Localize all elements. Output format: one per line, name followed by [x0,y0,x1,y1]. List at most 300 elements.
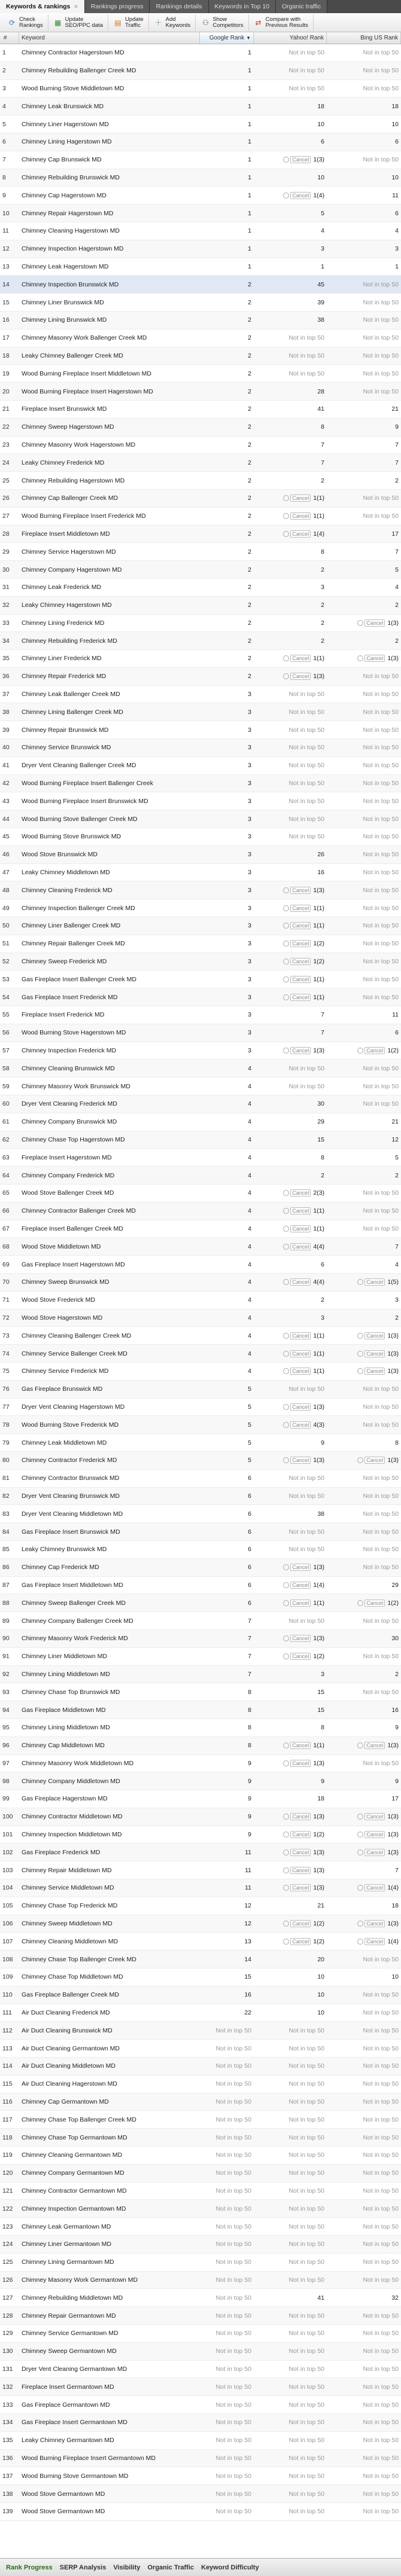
table-row[interactable] [0,1968,401,1986]
cancel-ranking[interactable] [357,1457,385,1464]
table-row[interactable] [0,1238,401,1256]
bing-rank-cell [327,686,401,703]
not-in-top-50: Not in top 50 [215,2223,251,2230]
cancel-ranking[interactable] [357,1831,385,1838]
table-row[interactable] [0,1078,401,1095]
cancel-button[interactable]: Cancel [290,530,311,538]
cancel-ranking[interactable] [357,1350,385,1357]
table-row[interactable] [0,2093,401,2111]
cancel-button[interactable]: Cancel [364,1938,385,1945]
table-row[interactable] [0,1933,401,1951]
cancel-ranking[interactable] [283,1653,311,1660]
table-row[interactable] [0,1434,401,1452]
table-row[interactable] [0,1594,401,1612]
table-row[interactable] [0,401,401,419]
tab-2[interactable] [150,0,208,13]
table-row[interactable] [0,437,401,454]
cancel-ranking[interactable] [357,1600,385,1607]
tab-3[interactable] [209,0,276,13]
cancel-ranking[interactable] [357,619,385,627]
cancel-ranking[interactable] [283,495,311,502]
table-row[interactable] [0,1113,401,1131]
google-rank-cell: 9 [248,1759,251,1767]
table-row[interactable] [0,2307,401,2325]
table-row[interactable] [0,1719,401,1737]
table-row[interactable] [0,1879,401,1897]
cancel-ranking[interactable] [283,958,311,965]
cancel-ranking[interactable] [283,1368,311,1375]
table-row[interactable] [0,1790,401,1808]
table-row[interactable] [0,739,401,757]
toolbar-button-0[interactable] [2,14,48,31]
table-row[interactable] [0,1470,401,1488]
table-row[interactable] [0,2325,401,2343]
table-row[interactable] [0,810,401,828]
cancel-ranking[interactable] [283,673,311,680]
table-row[interactable] [0,2503,401,2521]
table-row[interactable] [0,1131,401,1149]
cancel-button[interactable]: Cancel [290,1047,311,1054]
cancel-button[interactable]: Cancel [290,1457,311,1464]
table-row[interactable] [0,1202,401,1220]
module-tab-4[interactable]: Keyword Difficulty [201,2563,259,2571]
table-row[interactable] [0,1808,401,1826]
cancel-button[interactable]: Cancel [290,655,311,662]
tab-1[interactable] [85,0,150,13]
table-row[interactable] [0,294,401,312]
table-row[interactable] [0,668,401,686]
cancel-ranking[interactable] [283,1600,311,1607]
table-row[interactable] [0,2414,401,2432]
yahoo-rank-cell [254,970,327,988]
column-header-yahoo-rank[interactable]: Yahoo! Rank [254,32,327,44]
table-row[interactable] [0,222,401,240]
table-row[interactable] [0,1826,401,1844]
cancel-ranking[interactable] [283,1635,311,1642]
table-row[interactable] [0,383,401,401]
cancel-button[interactable]: Cancel [290,1813,311,1820]
table-row[interactable] [0,2396,401,2414]
table-row[interactable] [0,1897,401,1915]
table-row[interactable] [0,240,401,258]
table-row[interactable] [0,2200,401,2218]
table-row[interactable] [0,828,401,846]
table-row[interactable] [0,97,401,115]
table-row[interactable] [0,721,401,739]
cancel-ranking[interactable] [357,1813,385,1820]
cancel-ranking[interactable] [283,512,311,520]
cancel-button[interactable]: Cancel [290,1635,311,1642]
table-row[interactable] [0,970,401,988]
row-number: 139 [2,2508,13,2516]
table-row[interactable] [0,2004,401,2022]
table-row[interactable] [0,312,401,329]
cancel-button[interactable]: Cancel [290,994,311,1001]
toolbar-button-2[interactable] [108,14,149,31]
table-row[interactable] [0,151,401,169]
table-row[interactable] [0,169,401,187]
cancel-button[interactable]: Cancel [290,673,311,680]
cancel-icon [357,1849,363,1855]
table-row[interactable] [0,1523,401,1541]
cancel-ranking[interactable] [283,940,311,947]
cancel-ranking[interactable] [283,1243,311,1250]
cancel-ranking[interactable] [283,1421,311,1429]
column-header-keyword[interactable]: Keyword [19,32,200,44]
table-row[interactable] [0,2111,401,2129]
cancel-ranking[interactable] [283,1457,311,1464]
cancel-ranking[interactable] [283,1207,311,1214]
cancel-button[interactable]: Cancel [364,1600,385,1607]
tab-0[interactable] [0,0,85,13]
cancel-button[interactable]: Cancel [364,1742,385,1749]
cancel-button[interactable]: Cancel [290,1600,311,1607]
table-row[interactable] [0,864,401,882]
cancel-ranking[interactable] [283,1047,311,1054]
cancel-ranking[interactable] [357,1884,385,1891]
table-row[interactable] [0,258,401,276]
table-row[interactable] [0,1416,401,1434]
table-row[interactable] [0,935,401,953]
table-row[interactable] [0,2343,401,2361]
table-row[interactable] [0,1683,401,1701]
cancel-ranking[interactable] [283,192,311,199]
table-row[interactable] [0,1042,401,1060]
table-row[interactable] [0,133,401,151]
table-row[interactable] [0,579,401,597]
cancel-button[interactable]: Cancel [290,1653,311,1660]
module-tab-3[interactable]: Organic Traffic [147,2563,194,2571]
table-row[interactable] [0,2272,401,2290]
cancel-ranking[interactable] [283,976,311,983]
cancel-button[interactable]: Cancel [364,1920,385,1927]
table-row[interactable] [0,454,401,472]
cancel-button[interactable]: Cancel [290,887,311,894]
table-row[interactable] [0,2040,401,2058]
table-row[interactable] [0,1274,401,1292]
rank-value: 1(1) [313,922,324,930]
cancel-ranking[interactable] [283,1760,311,1767]
cancel-button[interactable]: Cancel [364,1047,385,1054]
cancel-button[interactable]: Cancel [290,1884,311,1891]
cancel-button[interactable]: Cancel [364,1278,385,1286]
cancel-button[interactable]: Cancel [290,905,311,912]
cancel-button[interactable]: Cancel [290,1742,311,1749]
google-rank-cell: 2 [248,602,251,609]
cancel-button[interactable]: Cancel [290,1421,311,1429]
cancel-button[interactable]: Cancel [364,1368,385,1375]
table-row[interactable] [0,1541,401,1559]
table-row[interactable] [0,276,401,294]
table-row[interactable] [0,1381,401,1399]
table-row[interactable] [0,2147,401,2165]
table-row[interactable] [0,1310,401,1327]
cancel-ranking[interactable] [283,1920,311,1927]
table-row[interactable] [0,1452,401,1470]
table-row[interactable] [0,2254,401,2272]
table-row[interactable] [0,1737,401,1755]
cancel-ranking[interactable] [283,156,311,163]
table-row[interactable] [0,1915,401,1933]
cancel-button[interactable]: Cancel [290,958,311,965]
cancel-ranking[interactable] [357,1742,385,1749]
table-row[interactable] [0,1060,401,1078]
cancel-ranking[interactable] [283,905,311,912]
table-row[interactable] [0,1559,401,1577]
table-row[interactable] [0,2183,401,2200]
cancel-button[interactable]: Cancel [290,1849,311,1856]
table-row[interactable] [0,347,401,365]
cancel-ranking[interactable] [283,1831,311,1838]
cancel-ranking[interactable] [283,1742,311,1749]
cancel-button[interactable]: Cancel [364,1332,385,1339]
cancel-button[interactable]: Cancel [290,1332,311,1339]
cancel-button[interactable]: Cancel [364,1884,385,1891]
cancel-ranking[interactable] [283,1403,311,1411]
table-row[interactable] [0,490,401,508]
table-row[interactable] [0,1006,401,1024]
table-row[interactable] [0,1185,401,1202]
table-row[interactable] [0,632,401,650]
table-row[interactable] [0,2058,401,2076]
table-row[interactable] [0,2467,401,2485]
cancel-button[interactable]: Cancel [290,1278,311,1286]
toolbar-button-5[interactable] [249,14,314,31]
table-row[interactable] [0,757,401,775]
row-number: 93 [2,1688,10,1696]
cancel-icon [283,941,289,947]
toolbar-button-1[interactable] [48,14,108,31]
column-header-google-rank[interactable] [200,32,254,44]
module-tab-0[interactable]: Rank Progress [6,2563,53,2571]
table-row[interactable] [0,2450,401,2468]
table-row[interactable] [0,472,401,490]
table-row[interactable] [0,650,401,668]
table-row[interactable] [0,508,401,526]
module-tab-1[interactable]: SERP Analysis [59,2563,107,2571]
cancel-ranking[interactable] [283,887,311,894]
table-row[interactable] [0,1986,401,2004]
cancel-button[interactable]: Cancel [290,1564,311,1571]
toolbar-button-label [266,17,308,29]
table-row[interactable] [0,1292,401,1310]
cancel-button[interactable]: Cancel [364,655,385,662]
cancel-ranking[interactable] [357,1368,385,1375]
table-row[interactable] [0,205,401,222]
cancel-button[interactable]: Cancel [290,1920,311,1927]
table-row[interactable] [0,2378,401,2396]
cancel-ranking[interactable] [283,1350,311,1357]
table-row[interactable] [0,1220,401,1238]
cancel-ranking[interactable] [283,1867,311,1874]
table-row[interactable] [0,775,401,793]
cancel-button[interactable]: Cancel [290,1189,311,1197]
table-row[interactable] [0,1488,401,1506]
cancel-button[interactable]: Cancel [290,1582,311,1589]
table-row[interactable] [0,1755,401,1773]
rank-value: 2 [395,1670,399,1678]
close-icon[interactable]: ✕ [74,3,78,10]
cancel-ranking[interactable] [283,1564,311,1571]
table-row[interactable] [0,881,401,899]
table-row[interactable] [0,2289,401,2307]
table-row[interactable] [0,2432,401,2450]
table-row[interactable] [0,62,401,80]
cancel-ranking[interactable] [283,1582,311,1589]
cancel-button[interactable]: Cancel [290,1867,311,1874]
cancel-button[interactable]: Cancel [290,1760,311,1767]
cancel-button[interactable]: Cancel [290,1368,311,1375]
table-row[interactable] [0,365,401,383]
cancel-button[interactable]: Cancel [290,495,311,502]
table-row[interactable] [0,2022,401,2040]
table-row[interactable] [0,1256,401,1274]
table-row[interactable] [0,1630,401,1648]
table-row[interactable] [0,419,401,437]
google-rank-cell: 22 [244,2009,251,2017]
cancel-ranking[interactable] [357,1278,385,1286]
cancel-ranking[interactable] [357,655,385,662]
yahoo-rank-cell [254,187,327,204]
table-row[interactable] [0,899,401,917]
table-row[interactable] [0,615,401,633]
table-row[interactable] [0,2076,401,2093]
row-number: 85 [2,1546,10,1553]
table-row[interactable] [0,1951,401,1968]
cancel-button[interactable]: Cancel [290,1225,311,1232]
keyword-cell: Chimney Service Middletown MD [22,1884,114,1892]
cancel-button[interactable]: Cancel [290,192,311,199]
table-row[interactable] [0,1701,401,1719]
cancel-ranking[interactable] [357,1332,385,1339]
cancel-button[interactable]: Cancel [290,1403,311,1411]
cancel-button[interactable]: Cancel [290,1243,311,1250]
table-row[interactable] [0,2165,401,2183]
table-row[interactable] [0,2485,401,2503]
cancel-button[interactable]: Cancel [290,1350,311,1357]
yahoo-rank-cell [254,1541,327,1558]
google-rank-cell: 1 [248,245,251,253]
not-in-top-50: Not in top 50 [363,1617,399,1625]
table-row[interactable] [0,703,401,721]
table-row[interactable] [0,44,401,62]
cancel-ranking[interactable] [357,1047,385,1054]
cancel-button[interactable]: Cancel [290,1831,311,1838]
table-row[interactable] [0,1167,401,1185]
table-row[interactable] [0,1577,401,1595]
bing-rank-cell [327,312,401,329]
cancel-button[interactable]: Cancel [290,512,311,520]
table-row[interactable] [0,1648,401,1666]
cancel-button[interactable]: Cancel [290,940,311,947]
cancel-button[interactable]: Cancel [290,976,311,983]
table-row[interactable] [0,792,401,810]
table-row[interactable] [0,988,401,1006]
table-row[interactable] [0,1149,401,1167]
table-row[interactable] [0,526,401,544]
cancel-ranking[interactable] [357,1849,385,1856]
cancel-ranking[interactable] [283,1278,311,1286]
table-row[interactable] [0,917,401,935]
table-row[interactable] [0,1024,401,1042]
table-row[interactable] [0,1666,401,1684]
cancel-ranking[interactable] [283,922,311,929]
table-row[interactable] [0,187,401,205]
cancel-button[interactable]: Cancel [364,619,385,627]
table-row[interactable] [0,2236,401,2254]
cancel-ranking[interactable] [283,1849,311,1856]
table-row[interactable] [0,543,401,561]
table-row[interactable] [0,1612,401,1630]
table-row[interactable] [0,1772,401,1790]
cancel-button[interactable]: Cancel [290,1207,311,1214]
toolbar-button-4[interactable] [196,14,248,31]
column-header-bing-rank[interactable]: Bing US Rank [327,32,401,44]
cancel-button[interactable]: Cancel [364,1831,385,1838]
table-row[interactable] [0,1399,401,1417]
cancel-ranking[interactable] [283,1189,311,1197]
cancel-ranking[interactable] [357,1938,385,1945]
rank-value: 1(2) [387,1599,399,1607]
table-row[interactable] [0,686,401,704]
cancel-ranking[interactable] [283,1884,311,1891]
column-header-num[interactable]: # [0,32,19,44]
cancel-button[interactable]: Cancel [364,1457,385,1464]
table-row[interactable] [0,115,401,133]
cancel-button[interactable]: Cancel [364,1849,385,1856]
table-row[interactable] [0,329,401,347]
cancel-ranking[interactable] [283,530,311,538]
bing-rank-cell [327,2378,401,2395]
module-tab-2[interactable]: Visibility [113,2563,141,2571]
cancel-button[interactable]: Cancel [290,156,311,163]
toolbar-button-3[interactable] [149,14,196,31]
table-row[interactable] [0,1861,401,1879]
table-row[interactable] [0,2129,401,2147]
cancel-button[interactable]: Cancel [290,1938,311,1945]
table-row[interactable] [0,1327,401,1345]
table-row[interactable] [0,1844,401,1861]
yahoo-rank-cell [254,792,327,810]
table-row[interactable] [0,846,401,864]
cancel-button[interactable]: Cancel [290,922,311,929]
cancel-ranking[interactable] [283,1938,311,1945]
table-row[interactable] [0,1363,401,1381]
cancel-button[interactable]: Cancel [364,1350,385,1357]
keyword-cell: Chimney Lining Germantown MD [22,2258,114,2266]
google-rank-cell: 13 [244,1937,251,1945]
table-row[interactable] [0,2361,401,2379]
table-row[interactable] [0,1345,401,1363]
table-row[interactable] [0,561,401,579]
table-row[interactable] [0,2218,401,2236]
cancel-ranking[interactable] [283,994,311,1001]
cancel-button[interactable]: Cancel [364,1813,385,1820]
table-row[interactable] [0,1505,401,1523]
cancel-icon [283,887,289,893]
cancel-ranking[interactable] [357,1920,385,1927]
table-row[interactable] [0,597,401,615]
table-row[interactable] [0,1095,401,1113]
table-row[interactable] [0,80,401,98]
table-row[interactable] [0,953,401,971]
cancel-ranking[interactable] [283,655,311,662]
tab-4[interactable] [276,0,327,13]
cancel-ranking[interactable] [283,1225,311,1232]
keyword-cell: Chimney Masonry Work Ballenger Creek MD [22,334,147,342]
cancel-ranking[interactable] [283,1332,311,1339]
cancel-ranking[interactable] [283,1813,311,1820]
